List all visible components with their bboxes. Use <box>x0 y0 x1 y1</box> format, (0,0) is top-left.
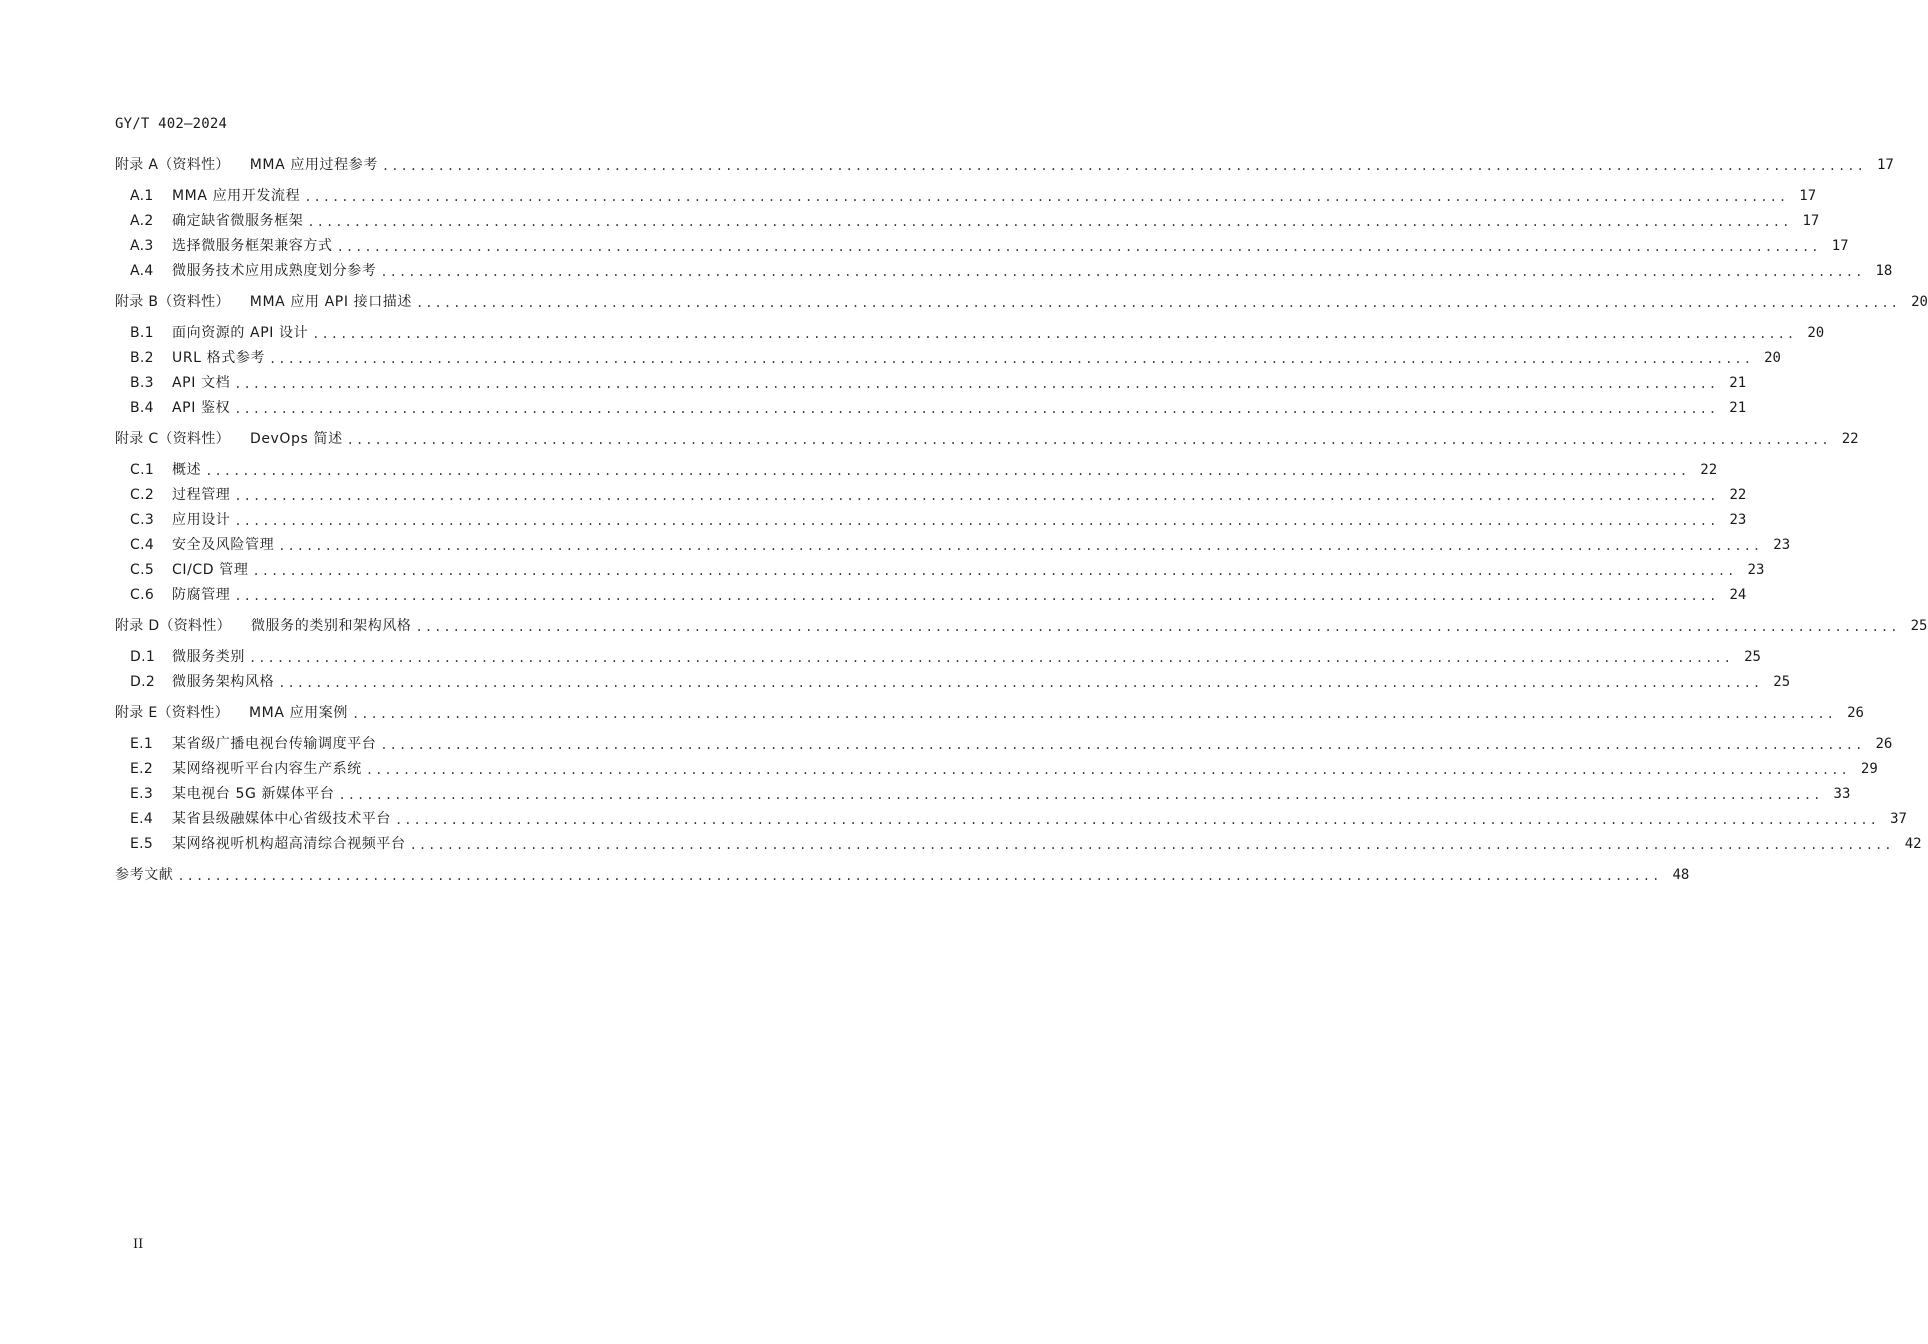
toc-page-number: 22 <box>1841 431 1859 447</box>
toc-entry-label <box>0 348 265 368</box>
toc-entry-title: 概述 <box>172 462 202 478</box>
toc-dot-leader: ................................................................................................................................................................ <box>234 377 1719 391</box>
toc-entry-label <box>0 460 201 480</box>
toc-dot-leader: ................................................................................................................................................................ <box>312 327 1797 341</box>
toc-subsection-entry[interactable] <box>0 585 1747 605</box>
toc-entry-label <box>0 865 173 885</box>
toc-entry-label <box>0 211 303 231</box>
toc-annex-entry[interactable] <box>0 703 1864 723</box>
toc-entry-number: D.2 <box>130 674 156 690</box>
toc-dot-leader: ................................................................................................................................................................ <box>380 738 1865 752</box>
toc-page-number: 25 <box>1744 649 1761 665</box>
toc-subsection-entry[interactable] <box>0 784 1851 804</box>
toc-dot-leader: ................................................................................................................................................................ <box>352 707 1836 721</box>
toc-entry-title: 某网络视听机构超高清综合视频平台 <box>172 836 406 852</box>
toc-entry-title: 微服务的类别和架构风格 <box>250 618 412 634</box>
toc-entry-label <box>0 672 274 692</box>
toc-entry-label <box>0 647 245 667</box>
toc-entry-label <box>0 323 308 343</box>
toc-entry-label <box>0 759 362 779</box>
document-id-header: GY/T 402—2024 <box>115 116 228 132</box>
toc-page-number: 23 <box>1747 562 1765 578</box>
toc-entry-title: MMA 应用过程参考 <box>249 157 378 173</box>
toc-entry-number: C.3 <box>130 512 155 528</box>
toc-entry-label <box>0 429 343 449</box>
toc-subsection-entry[interactable] <box>0 510 1747 530</box>
toc-entry-title: 防腐管理 <box>172 587 231 603</box>
toc-annex-entry[interactable] <box>0 616 1928 636</box>
toc-entry-title: 某省县级融媒体中心省级技术平台 <box>172 811 391 827</box>
toc-subsection-entry[interactable] <box>0 460 1718 480</box>
toc-page-number: 24 <box>1729 587 1747 603</box>
toc-page-number: 42 <box>1904 836 1922 852</box>
toc-page-number: 37 <box>1890 811 1907 827</box>
toc-subsection-entry[interactable] <box>0 809 1907 829</box>
toc-entry-number: C.4 <box>130 537 155 553</box>
toc-entry-label <box>0 236 333 256</box>
toc-entry-number: E.4 <box>130 811 154 827</box>
toc-entry-label <box>0 784 334 804</box>
toc-entry-label <box>0 535 274 555</box>
toc-page-number: 20 <box>1911 294 1928 310</box>
toc-subsection-entry[interactable] <box>0 398 1747 418</box>
toc-entry-number: B.3 <box>130 375 154 391</box>
toc-page-number: 25 <box>1910 618 1928 634</box>
toc-dot-leader: ................................................................................................................................................................ <box>381 159 1866 173</box>
toc-page-number: 29 <box>1860 761 1878 777</box>
toc-page-number: 23 <box>1773 537 1791 553</box>
toc-entry-number: A.1 <box>130 188 154 204</box>
toc-annex-entry[interactable] <box>0 429 1859 449</box>
toc-dot-leader: ................................................................................................................................................................ <box>409 838 1894 852</box>
toc-page-number: 22 <box>1729 487 1747 503</box>
toc-subsection-entry[interactable] <box>0 535 1791 555</box>
toc-dot-leader: ................................................................................................................................................................ <box>269 352 1753 366</box>
toc-page-number: 17 <box>1799 188 1817 204</box>
toc-entry-number: A.4 <box>130 263 154 279</box>
page-number-footer: II <box>133 1237 144 1252</box>
toc-entry-title: 某省级广播电视台传输调度平台 <box>172 736 377 752</box>
toc-entry-label <box>0 734 376 754</box>
toc-entry-title: 某电视台 5G 新媒体平台 <box>172 786 335 802</box>
toc-entry-title: MMA 应用 API 接口描述 <box>249 294 412 310</box>
toc-annex-entry[interactable] <box>0 292 1928 312</box>
toc-subsection-entry[interactable] <box>0 672 1791 692</box>
toc-dot-leader: ................................................................................................................................................................ <box>415 620 1900 634</box>
toc-entry-label <box>0 703 348 723</box>
toc-entry-number: E.5 <box>130 836 154 852</box>
toc-dot-leader: ................................................................................................................................................................ <box>252 564 1737 578</box>
toc-page-number: 20 <box>1807 325 1825 341</box>
toc-entry-title: 应用设计 <box>172 512 231 528</box>
toc-entry-label <box>0 292 412 312</box>
toc-entry-title: 面向资源的 API 设计 <box>172 325 309 341</box>
toc-entry-number: 附录 E（资料性） <box>115 705 229 721</box>
toc-entry-label <box>0 585 230 605</box>
toc-entry-number: E.1 <box>130 736 154 752</box>
toc-entry-title: MMA 应用开发流程 <box>172 188 301 204</box>
toc-dot-leader: ................................................................................................................................................................ <box>304 190 1789 204</box>
toc-entry-label <box>0 186 300 206</box>
toc-entry[interactable] <box>0 865 1690 885</box>
toc-subsection-entry[interactable] <box>0 647 1761 667</box>
toc-entry-title: MMA 应用案例 <box>249 705 348 721</box>
toc-subsection-entry[interactable] <box>0 560 1765 580</box>
toc-entry-title: DevOps 简述 <box>249 431 343 447</box>
toc-entry-number: B.1 <box>130 325 154 341</box>
toc-entry-title: 过程管理 <box>172 487 231 503</box>
toc-entry-number: A.2 <box>130 213 154 229</box>
toc-dot-leader: ................................................................................................................................................................ <box>234 489 1719 503</box>
toc-entry-title: API 鉴权 <box>172 400 231 416</box>
toc-page-number: 22 <box>1700 462 1718 478</box>
toc-dot-leader: ................................................................................................................................................................ <box>346 433 1831 447</box>
toc-entry-label <box>0 616 412 636</box>
toc-entry-title: 微服务架构风格 <box>172 674 275 690</box>
toc-entry-number: C.5 <box>130 562 155 578</box>
toc-page-number: 21 <box>1729 400 1747 416</box>
toc-subsection-entry[interactable] <box>0 348 1781 368</box>
toc-page-number: 17 <box>1877 157 1894 173</box>
toc-subsection-entry[interactable] <box>0 485 1747 505</box>
toc-entry-number: E.2 <box>130 761 154 777</box>
toc-subsection-entry[interactable] <box>0 186 1817 206</box>
toc-entry-label <box>0 834 406 854</box>
toc-dot-leader: ................................................................................................................................................................ <box>395 813 1879 827</box>
toc-entry-title: 微服务类别 <box>172 649 245 665</box>
toc-entry-label <box>0 809 391 829</box>
toc-entry-label <box>0 485 230 505</box>
toc-entry-label <box>0 155 378 175</box>
toc-entry-number: B.4 <box>130 400 154 416</box>
toc-dot-leader: ................................................................................................................................................................ <box>177 869 1662 883</box>
toc-page-number: 26 <box>1875 736 1893 752</box>
toc-entry-number: B.2 <box>130 350 154 366</box>
toc-dot-leader: ................................................................................................................................................................ <box>249 651 1733 665</box>
toc-subsection-entry[interactable] <box>0 236 1849 256</box>
toc-dot-leader: ................................................................................................................................................................ <box>278 539 1763 553</box>
toc-page-number: 17 <box>1831 238 1849 254</box>
toc-dot-leader: ................................................................................................................................................................ <box>205 464 1690 478</box>
toc-page-number: 48 <box>1672 867 1690 883</box>
toc-entry-number: C.2 <box>130 487 155 503</box>
toc-entry-label <box>0 560 248 580</box>
toc-entry-title: 安全及风险管理 <box>172 537 275 553</box>
toc-entry-label <box>0 373 230 393</box>
toc-annex-entry[interactable] <box>0 155 1894 175</box>
toc-subsection-entry[interactable] <box>0 373 1747 393</box>
toc-entry-label <box>0 261 376 281</box>
toc-entry-number: 附录 C（资料性） <box>115 431 230 447</box>
toc-dot-leader: ................................................................................................................................................................ <box>365 763 1850 777</box>
toc-page-number: 23 <box>1729 512 1747 528</box>
toc-entry-number: 附录 A（资料性） <box>115 157 230 173</box>
toc-dot-leader: ................................................................................................................................................................ <box>380 265 1865 279</box>
toc-dot-leader: ................................................................................................................................................................ <box>234 589 1719 603</box>
toc-subsection-entry[interactable] <box>0 734 1893 754</box>
toc-dot-leader: ................................................................................................................................................................ <box>416 296 1900 310</box>
toc-dot-leader: ................................................................................................................................................................ <box>336 240 1821 254</box>
toc-page-number: 18 <box>1875 263 1893 279</box>
toc-entry-label <box>0 510 230 530</box>
toc-entry-number: C.6 <box>130 587 155 603</box>
toc-subsection-entry[interactable] <box>0 261 1893 281</box>
toc-entry-number: E.3 <box>130 786 154 802</box>
toc-page-number: 26 <box>1847 705 1864 721</box>
toc-entry-title: 确定缺省微服务框架 <box>172 213 304 229</box>
toc-page-number: 21 <box>1729 375 1747 391</box>
toc-entry-number: 附录 D（资料性） <box>115 618 231 634</box>
toc-entry-title: 某网络视听平台内容生产系统 <box>172 761 362 777</box>
toc-entry-label <box>0 398 230 418</box>
toc-entry-title: 微服务技术应用成熟度划分参考 <box>172 263 377 279</box>
toc-entry-title: 选择微服务框架兼容方式 <box>172 238 333 254</box>
toc-entry-title: API 文档 <box>172 375 231 391</box>
toc-entry-title: URL 格式参考 <box>172 350 266 366</box>
toc-entry-number: D.1 <box>130 649 156 665</box>
toc-dot-leader: ................................................................................................................................................................ <box>278 676 1763 690</box>
toc-entry-title: 参考文献 <box>115 867 174 883</box>
toc-subsection-entry[interactable] <box>0 211 1820 231</box>
toc-dot-leader: ................................................................................................................................................................ <box>338 788 1823 802</box>
toc-dot-leader: ................................................................................................................................................................ <box>234 514 1719 528</box>
toc-page-number: 25 <box>1773 674 1791 690</box>
toc-subsection-entry[interactable] <box>0 834 1922 854</box>
toc-subsection-entry[interactable] <box>0 759 1878 779</box>
toc-entry-number: 附录 B（资料性） <box>115 294 230 310</box>
toc-entry-title: CI/CD 管理 <box>172 562 249 578</box>
toc-entry-number: A.3 <box>130 238 154 254</box>
toc-entry-number: C.1 <box>130 462 155 478</box>
toc-dot-leader: ................................................................................................................................................................ <box>307 215 1792 229</box>
toc-dot-leader: ................................................................................................................................................................ <box>234 402 1719 416</box>
toc-subsection-entry[interactable] <box>0 323 1825 343</box>
toc-page-number: 17 <box>1802 213 1820 229</box>
toc-page-number: 33 <box>1833 786 1851 802</box>
toc-page-number: 20 <box>1764 350 1781 366</box>
